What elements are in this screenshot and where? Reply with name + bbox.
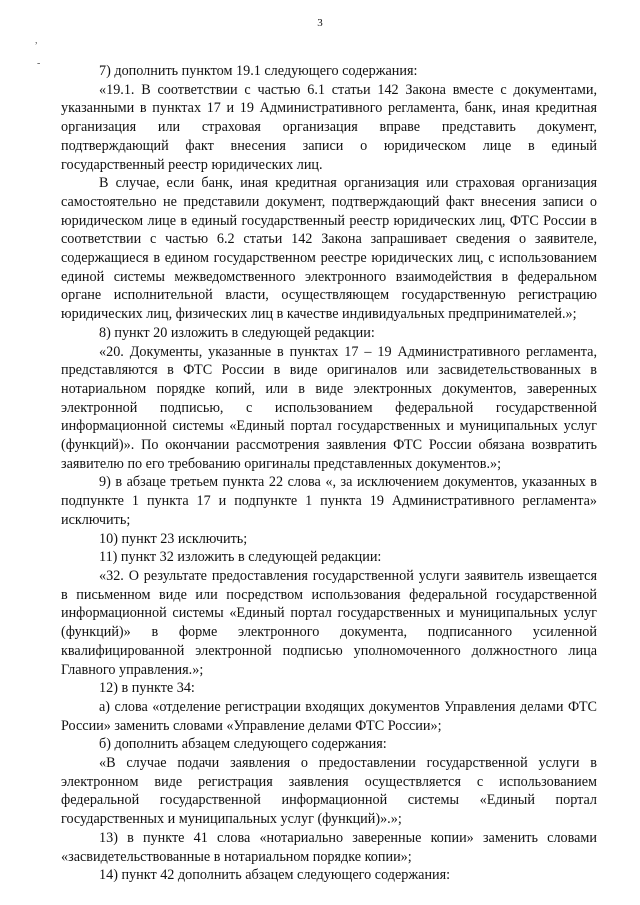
paragraph-item-12-a: а) слова «отделение регистрации входящих документов Управления делами ФТС России» заменить словами «Управление делами ФТС России»; — [61, 698, 597, 734]
page-number: 3 — [317, 17, 323, 29]
paragraph-item-11: 11) пункт 32 изложить в следующей редакции: — [99, 549, 382, 566]
paragraph-clause-19-1: «19.1. В соответствии с частью 6.1 статьи 142 Закона вместе с документами, указанными в пунктах 17 и 19 Административного регламента, банк, иная кредитная организация или страховая организация вправе представить документ, подтверждающий факт внесения записи о юридическом лице в единый государственный реестр юридических лиц. — [61, 81, 597, 173]
paragraph-clause-34-addition: «В случае подачи заявления о предоставлении государственной услуги в электронном виде регистрация заявления осуществляется с использованием федеральной государственной информационной системы «Единый портал государственных и муниципальных услуг (функций)».»; — [61, 755, 597, 828]
paragraph-item-7: 7) дополнить пунктом 19.1 следующего содержания: — [99, 63, 418, 79]
document-body — [61, 62, 597, 885]
paragraph-clause-19-1-cont: В случае, если банк, иная кредитная организация или страховая организация самостоятельно не представили документ, подтверждающий факт внесения записи о юридическом лице в единый государственный реестр юридических лиц, ФТС России в соответствии с частью 6.2 статьи 142 Закона запрашивает сведения о заявителе, содержащиеся в едином государственном реестре юридических лиц, с использованием единой системы межведомственного электронного взаимодействия в федеральном органе исполнительной власти, осуществляющем государственную регистрацию юридических лиц, физических лиц в качестве индивидуальных предпринимателей.»; — [61, 175, 597, 323]
paragraph-item-12-b: б) дополнить абзацем следующего содержания: — [99, 736, 387, 753]
paragraph-clause-32: «32. О результате предоставления государственной услуги заявитель извещается в письменном виде или посредством использования федеральной государственной информационной системы «Единый портал государственных и муниципальных услуг (функций)» в форме электронного документа, подписанного усиленной квалифицированной электронной подписью уполномоченного должностного лица Главного управления.»; — [61, 567, 597, 678]
paragraph-item-8: 8) пункт 20 изложить в следующей редакции: — [99, 324, 375, 341]
paragraph-item-12: 12) в пункте 34: — [99, 680, 195, 697]
paragraph-clause-20: «20. Документы, указанные в пунктах 17 – 19 Административного регламента, представляются в ФТС России в виде оригиналов или засвидетельствованных в нотариальном порядке копий, или в виде электронных документов, заверенных электронной подписью, с использованием федеральной государственной информационной системы «Единый портал государственных и муниципальных услуг (функций)». По окончании рассмотрения заявления ФТС России обязана возвратить заявителю по его требованию оригиналы представленных документов.»; — [61, 343, 597, 472]
scan-mark: , — [35, 35, 38, 46]
paragraph-item-13: 13) в пункте 41 слова «нотариально заверенные копии» заменить словами «засвидетельствованные в нотариальном порядке копии»; — [61, 829, 597, 865]
paragraph-item-10: 10) пункт 23 исключить; — [99, 530, 248, 547]
paragraph-item-14: 14) пункт 42 дополнить абзацем следующего содержания: — [99, 867, 451, 884]
paragraph-item-9: 9) в абзаце третьем пункта 22 слова «, за исключением документов, указанных в подпункте 1 пункта 17 и подпункте 1 пункта 19 Административного регламента» исключить; — [61, 474, 597, 528]
scan-mark: - — [37, 58, 41, 69]
